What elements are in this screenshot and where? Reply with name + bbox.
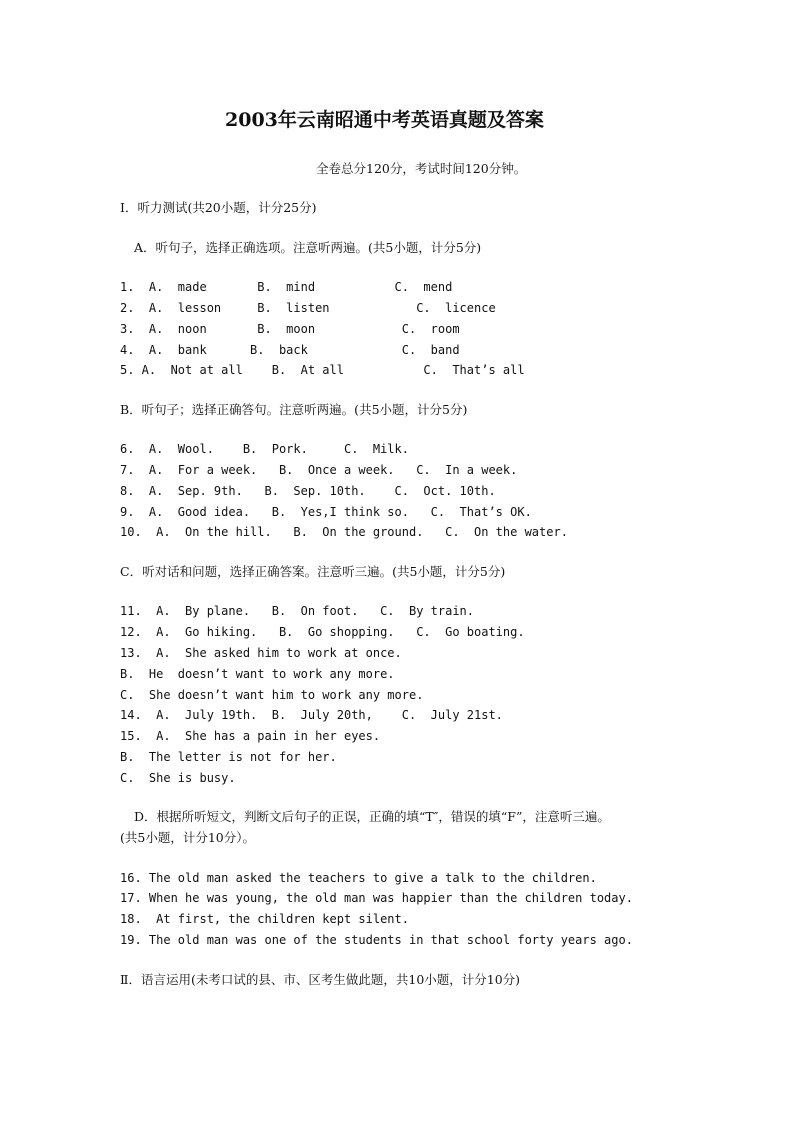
list-item: 15. A. She has a pain in her eyes. [120, 729, 381, 743]
list-item: 16. The old man asked the teachers to give a talk to the children. [120, 871, 597, 885]
list-item: 7. A. For a week. B. Once a week. C. In a week. [120, 463, 518, 477]
section-b-heading: B．听句子；选择正确答句。注意听两遍。(共5小题，计分5分) [120, 402, 468, 417]
list-item: 5. A. Not at all B. At all C. That’s all [120, 363, 525, 377]
list-item: 11. A. By plane. B. On foot. C. By train. [120, 604, 475, 618]
section-c-heading: C．听对话和问题，选择正确答案。注意听三遍。(共5小题，计分5分) [120, 564, 506, 579]
page-title: 2003年云南昭通中考英语真题及答案 [225, 109, 544, 131]
list-item: 4. A. bank B. back C. band [120, 343, 460, 357]
list-item: 2. A. lesson B. listen C. licence [120, 301, 496, 315]
list-item: C. She doesn’t want him to work any more. [120, 688, 424, 702]
list-item: 9. A. Good idea. B. Yes,I think so. C. That’s OK. [120, 505, 532, 519]
list-item: B. The letter is not for her. [120, 750, 337, 764]
list-item: 18. At first, the children kept silent. [120, 912, 409, 926]
section-a-heading: A．听句子，选择正确选项。注意听两遍。(共5小题，计分5分) [134, 240, 482, 255]
list-item: 10. A. On the hill. B. On the ground. C. On the water. [120, 525, 568, 539]
list-item: 8. A. Sep. 9th. B. Sep. 10th. C. Oct. 10th. [120, 484, 496, 498]
part2-heading: Ⅱ．语言运用(未考口试的县、市、区考生做此题，共10小题，计分10分) [120, 972, 521, 987]
section-d-heading: D．根据所听短文，判断文后句子的正误，正确的填“T″，错误的填“F”，注意听三遍。 [134, 809, 610, 824]
list-item: 19. The old man was one of the students in that school forty years ago. [120, 933, 633, 947]
exam-info: 全卷总分120分，考试时间120分钟。 [316, 161, 527, 176]
list-item: 1. A. made B. mind C. mend [120, 280, 453, 294]
list-item: 17. When he was young, the old man was happier than the children today. [120, 891, 633, 905]
list-item: 14. A. July 19th. B. July 20th, C. July 21st. [120, 708, 503, 722]
list-item: 3. A. noon B. moon C. room [120, 322, 460, 336]
list-item: 13. A. She asked him to work at once. [120, 646, 402, 660]
section-d-heading-cont: (共5小题，计分10分）。 [120, 830, 255, 845]
list-item: B. He doesn’t want to work any more. [120, 667, 395, 681]
list-item: C. She is busy. [120, 771, 236, 785]
list-item: 6. A. Wool. B. Pork. C. Milk. [120, 442, 409, 456]
part1-heading: I．听力测试(共20小题，计分25分) [120, 200, 317, 215]
list-item: 12. A. Go hiking. B. Go shopping. C. Go boating. [120, 625, 525, 639]
